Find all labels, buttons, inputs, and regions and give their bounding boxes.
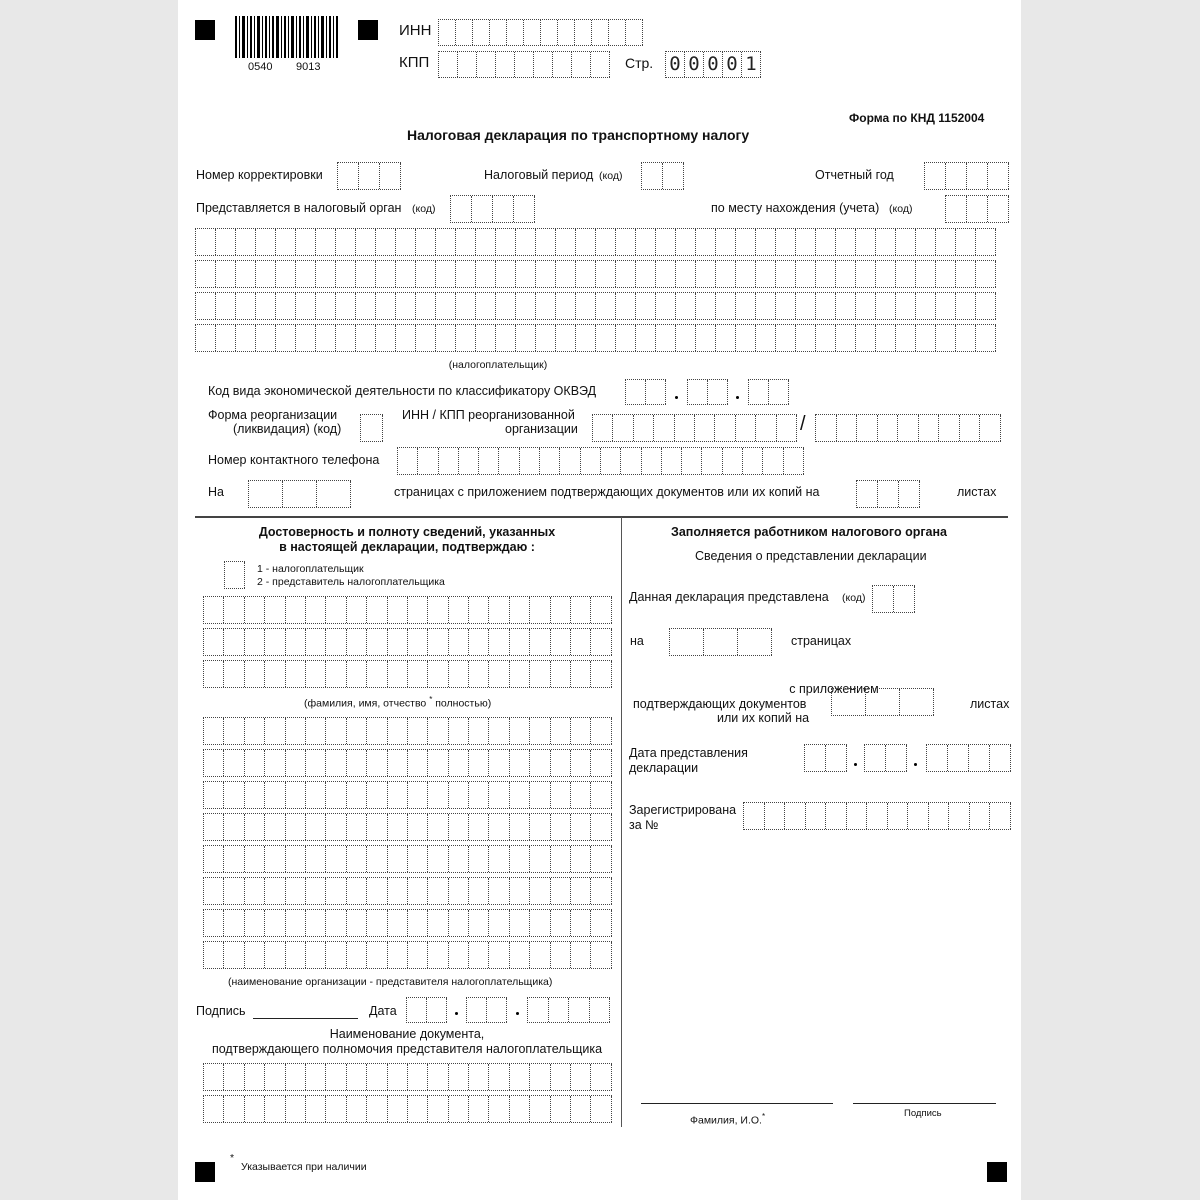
- kpp-cells[interactable]: [438, 51, 610, 78]
- org-row-6[interactable]: [203, 877, 612, 905]
- reorg-inn-label-1: ИНН / КПП реорганизованной: [402, 408, 575, 422]
- reorg-inn-cells[interactable]: [592, 414, 797, 442]
- confirm-option-2: 2 - представитель налогоплательщика: [257, 576, 445, 588]
- org-row-7[interactable]: [203, 909, 612, 937]
- right-pages-label: страницах: [791, 634, 852, 648]
- attach-label-3: или их копий на: [717, 711, 810, 725]
- taxpayer-name-row-4[interactable]: [195, 324, 996, 352]
- location-cells[interactable]: [945, 195, 1009, 223]
- date-month-cells[interactable]: [466, 997, 507, 1023]
- doc-name-label-2: подтверждающего полномочия представителя налогоплательщика: [211, 1042, 603, 1056]
- doc-name-label-1: Наименование документа,: [329, 1027, 485, 1041]
- page-digit: 1: [742, 52, 761, 77]
- okved-cells-3[interactable]: [748, 379, 789, 405]
- fio-caption-end: полностью): [435, 697, 492, 710]
- fio-row-3[interactable]: [203, 660, 612, 688]
- registered-number-cells[interactable]: [743, 802, 1011, 830]
- tax-authority-code-label: (код): [412, 203, 436, 215]
- section-divider: [195, 516, 1008, 518]
- pages-text: страницах с приложением подтверждающих документов или их копий на: [394, 485, 820, 499]
- tax-period-label: Налоговый период: [484, 168, 594, 182]
- submission-date-dot: [914, 763, 917, 766]
- page-number-cells[interactable]: [665, 51, 761, 78]
- reporting-year-cells[interactable]: [924, 162, 1009, 190]
- location-code-label: (код): [889, 203, 913, 215]
- right-on-label: на: [630, 634, 644, 648]
- okved-separator-dot: [736, 396, 739, 399]
- signature-line[interactable]: [253, 1018, 358, 1019]
- corner-marker-bottom-right: [987, 1162, 1007, 1182]
- fio-caption: [304, 695, 491, 710]
- okved-cells-2[interactable]: [687, 379, 728, 405]
- page-digit: 0: [723, 52, 742, 77]
- inn-cells[interactable]: [438, 19, 643, 46]
- date-label: Дата: [369, 1004, 397, 1018]
- signature-label: Подпись: [196, 1004, 246, 1018]
- okved-cells-1[interactable]: [625, 379, 666, 405]
- tax-office-subheading: Сведения о представлении декларации: [695, 549, 927, 563]
- kpp-label: КПП: [399, 54, 430, 71]
- page-digit: 0: [666, 52, 685, 77]
- barcode-number-right: 9013: [296, 61, 321, 73]
- org-row-8[interactable]: [203, 941, 612, 969]
- official-name-caption-star: *: [761, 1112, 766, 1121]
- official-name-caption: [690, 1112, 765, 1127]
- fio-row-2[interactable]: [203, 628, 612, 656]
- corner-marker-top-left: [195, 20, 215, 40]
- doc-name-row-2[interactable]: [203, 1095, 612, 1123]
- inn-label: ИНН: [399, 22, 432, 39]
- official-signature-caption: Подпись: [904, 1108, 942, 1119]
- submission-year-cells[interactable]: [926, 744, 1011, 772]
- reorg-kpp-cells[interactable]: [815, 414, 1001, 442]
- tax-authority-cells[interactable]: [450, 195, 535, 223]
- org-row-3[interactable]: [203, 781, 612, 809]
- submitted-code-label: (код): [842, 592, 866, 604]
- org-row-1[interactable]: [203, 717, 612, 745]
- reorg-form-cell[interactable]: [360, 414, 383, 442]
- sheets-label: листах: [957, 485, 997, 499]
- doc-name-row-1[interactable]: [203, 1063, 612, 1091]
- fio-caption-star: *: [429, 695, 433, 704]
- attach-label-1: с приложением: [789, 682, 879, 696]
- fio-caption-text: (фамилия, имя, отчество: [304, 697, 427, 710]
- official-name-caption-text: Фамилия, И.О.: [690, 1114, 762, 1127]
- reorg-slash: /: [800, 413, 806, 435]
- confirm-role-cell[interactable]: [224, 561, 245, 589]
- submitted-label: Данная декларация представлена: [629, 590, 829, 604]
- submitted-code-cells[interactable]: [872, 585, 915, 613]
- confirm-heading-1: Достоверность и полноту сведений, указанных: [258, 525, 556, 539]
- location-label: по месту нахождения (учета): [711, 201, 880, 215]
- org-caption: (наименование организации - представителя налогоплательщика): [228, 976, 553, 988]
- right-pages-cells[interactable]: [669, 628, 772, 656]
- form-page: [178, 0, 1021, 1200]
- tax-office-heading: Заполняется работником налогового органа: [671, 525, 948, 539]
- correction-number-cells[interactable]: [337, 162, 401, 190]
- date-separator-dot: [516, 1012, 519, 1015]
- phone-label: Номер контактного телефона: [208, 453, 380, 467]
- org-row-4[interactable]: [203, 813, 612, 841]
- official-signature-line[interactable]: [853, 1103, 996, 1104]
- reporting-year-label: Отчетный год: [815, 168, 894, 182]
- submission-month-cells[interactable]: [864, 744, 907, 772]
- official-name-line[interactable]: [641, 1103, 833, 1104]
- reorg-inn-label-2: организации: [505, 422, 578, 436]
- barcode-number-left: 0540: [248, 61, 273, 73]
- registered-label-2: за №: [629, 818, 659, 832]
- tax-period-cells[interactable]: [641, 162, 684, 190]
- pages-count-cells[interactable]: [248, 480, 351, 508]
- okved-separator-dot: [675, 396, 678, 399]
- attach-sheets-cells[interactable]: [831, 688, 934, 716]
- submission-day-cells[interactable]: [804, 744, 847, 772]
- taxpayer-name-row-2[interactable]: [195, 260, 996, 288]
- corner-marker-top-right: [358, 20, 378, 40]
- form-title: Налоговая декларация по транспортному налогу: [407, 127, 750, 143]
- attach-label-2: подтверждающих документов: [633, 697, 807, 711]
- taxpayer-caption: (налогоплательщик): [448, 359, 548, 371]
- confirm-heading-2: в настоящей декларации, подтверждаю :: [279, 540, 535, 554]
- form-code: Форма по КНД 1152004: [849, 111, 985, 125]
- date-day-cells[interactable]: [406, 997, 447, 1023]
- reorg-form-label-1: Форма реорганизации: [208, 408, 338, 422]
- page-digit: 0: [685, 52, 704, 77]
- org-row-2[interactable]: [203, 749, 612, 777]
- corner-marker-bottom-left: [195, 1162, 215, 1182]
- barcode: [233, 16, 343, 60]
- footnote-star: *: [230, 1152, 235, 1164]
- phone-cells[interactable]: [397, 447, 804, 475]
- reorg-form-label-2: (ликвидация) (код): [233, 422, 342, 436]
- taxpayer-name-row-1[interactable]: [195, 228, 996, 256]
- sheets-count-cells[interactable]: [856, 480, 920, 508]
- submission-date-label-2: декларации: [629, 761, 699, 775]
- tax-authority-label: Представляется в налоговый орган: [196, 201, 402, 215]
- date-separator-dot: [455, 1012, 458, 1015]
- taxpayer-name-row-3[interactable]: [195, 292, 996, 320]
- attach-sheets-label: листах: [970, 697, 1010, 711]
- footnote-text: Указывается при наличии: [241, 1161, 367, 1173]
- page-label: Стр.: [625, 55, 654, 71]
- correction-number-label: Номер корректировки: [196, 168, 323, 182]
- okved-label: Код вида экономической деятельности по классификатору ОКВЭД: [208, 384, 597, 398]
- page-digit: 0: [704, 52, 723, 77]
- tax-period-code-label: (код): [599, 170, 623, 182]
- confirm-option-1: 1 - налогоплательщик: [257, 563, 364, 575]
- pages-on-label: На: [208, 485, 224, 499]
- registered-label-1: Зарегистрирована: [629, 803, 737, 817]
- org-row-5[interactable]: [203, 845, 612, 873]
- column-divider: [621, 517, 622, 1127]
- submission-date-label-1: Дата представления: [629, 746, 748, 760]
- date-year-cells[interactable]: [527, 997, 610, 1023]
- submission-date-dot: [854, 763, 857, 766]
- fio-row-1[interactable]: [203, 596, 612, 624]
